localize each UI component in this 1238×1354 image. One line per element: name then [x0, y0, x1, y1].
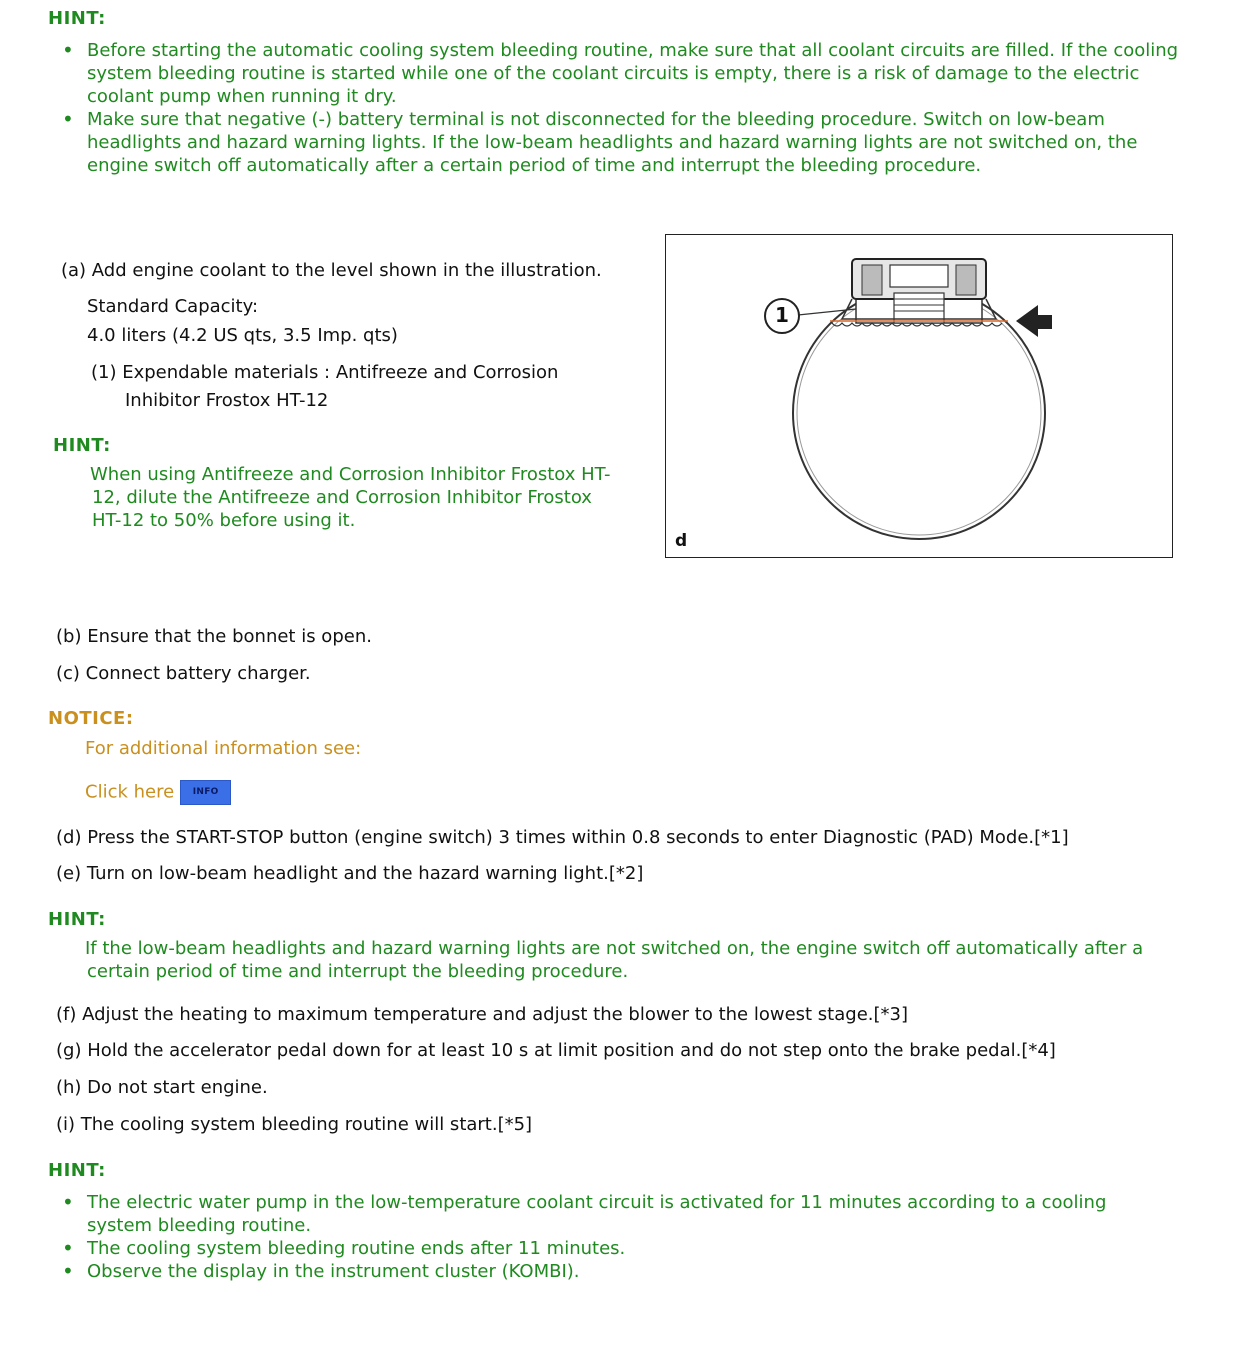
- list-item: • The cooling system bleeding routine ends after 11 minutes.: [49, 1237, 1149, 1260]
- arrow-icon: [1016, 305, 1052, 337]
- notice-text: For additional information see:: [85, 738, 362, 759]
- step-h: (h) Do not start engine.: [56, 1077, 268, 1098]
- hint-text-line: If the low-beam headlights and hazard warning lights are not switched on, the engine switch off automatically after a: [85, 938, 1144, 959]
- list-item: • Before starting the automatic cooling system bleeding routine, make sure that all coolant circuits are filled. If the cooling system bleeding routine is started while one of the coolant circuits is empty, there is a risk of damage to the electric coolant pump when running it dry.: [49, 39, 1199, 108]
- hint-title: HINT:: [48, 8, 106, 29]
- reservoir-diagram: [666, 235, 1172, 557]
- step-a: (a) Add engine coolant to the level shown in the illustration.: [61, 260, 602, 281]
- list-item: • Observe the display in the instrument cluster (KOMBI).: [49, 1260, 1149, 1283]
- hint-text-line: HT-12 to 50% before using it.: [92, 510, 356, 531]
- hint-title: HINT:: [48, 1160, 106, 1181]
- list-item: • The electric water pump in the low-temperature coolant circuit is activated for 11 minutes according to a cooling system bleeding routine.: [49, 1191, 1149, 1237]
- hint-title: HINT:: [53, 435, 111, 456]
- step-d: (d) Press the START-STOP button (engine switch) 3 times within 0.8 seconds to enter Diagnostic (PAD) Mode.[*1]: [56, 827, 1069, 848]
- expendable-materials-line2: Inhibitor Frostox HT-12: [125, 390, 329, 411]
- hint-text-line: certain period of time and interrupt the bleeding procedure.: [87, 961, 629, 982]
- coolant-reservoir-illustration: [665, 234, 1173, 558]
- info-button[interactable]: INFO: [180, 780, 231, 805]
- click-here-link[interactable]: Click here: [85, 781, 175, 803]
- expendable-materials-line1: (1) Expendable materials : Antifreeze and Corrosion: [91, 362, 559, 383]
- figure-corner-label: d: [675, 531, 688, 551]
- step-b: (b) Ensure that the bonnet is open.: [56, 626, 372, 647]
- hint-title: HINT:: [48, 909, 106, 930]
- step-i: (i) The cooling system bleeding routine will start.[*5]: [56, 1114, 533, 1135]
- reservoir-body: [793, 287, 1045, 539]
- hint-text-line: When using Antifreeze and Corrosion Inhibitor Frostox HT-: [90, 464, 611, 485]
- step-c: (c) Connect battery charger.: [56, 663, 311, 684]
- callout-number: 1: [775, 303, 789, 327]
- notice-title: NOTICE:: [48, 708, 134, 729]
- hint-list: [49, 1191, 1149, 1283]
- step-g: (g) Hold the accelerator pedal down for at least 10 s at limit position and do not step onto the brake pedal.[*4]: [56, 1040, 1056, 1061]
- step-f: (f) Adjust the heating to maximum temperature and adjust the blower to the lowest stage.[*3]: [56, 1004, 908, 1025]
- capacity-value: 4.0 liters (4.2 US qts, 3.5 Imp. qts): [87, 325, 398, 346]
- hint-list: [49, 39, 1199, 177]
- list-item: • Make sure that negative (-) battery terminal is not disconnected for the bleeding procedure. Switch on low-beam headlights and hazard warning lights. If the low-beam headlights and hazard warning lights are not switched on, the engine switch off automatically after a certain period of time and interrupt the bleeding procedure.: [49, 108, 1199, 177]
- notice-link-row: [85, 780, 231, 805]
- hint-text-line: 12, dilute the Antifreeze and Corrosion Inhibitor Frostox: [92, 487, 592, 508]
- capacity-label: Standard Capacity:: [87, 296, 259, 317]
- step-e: (e) Turn on low-beam headlight and the hazard warning light.[*2]: [56, 863, 644, 884]
